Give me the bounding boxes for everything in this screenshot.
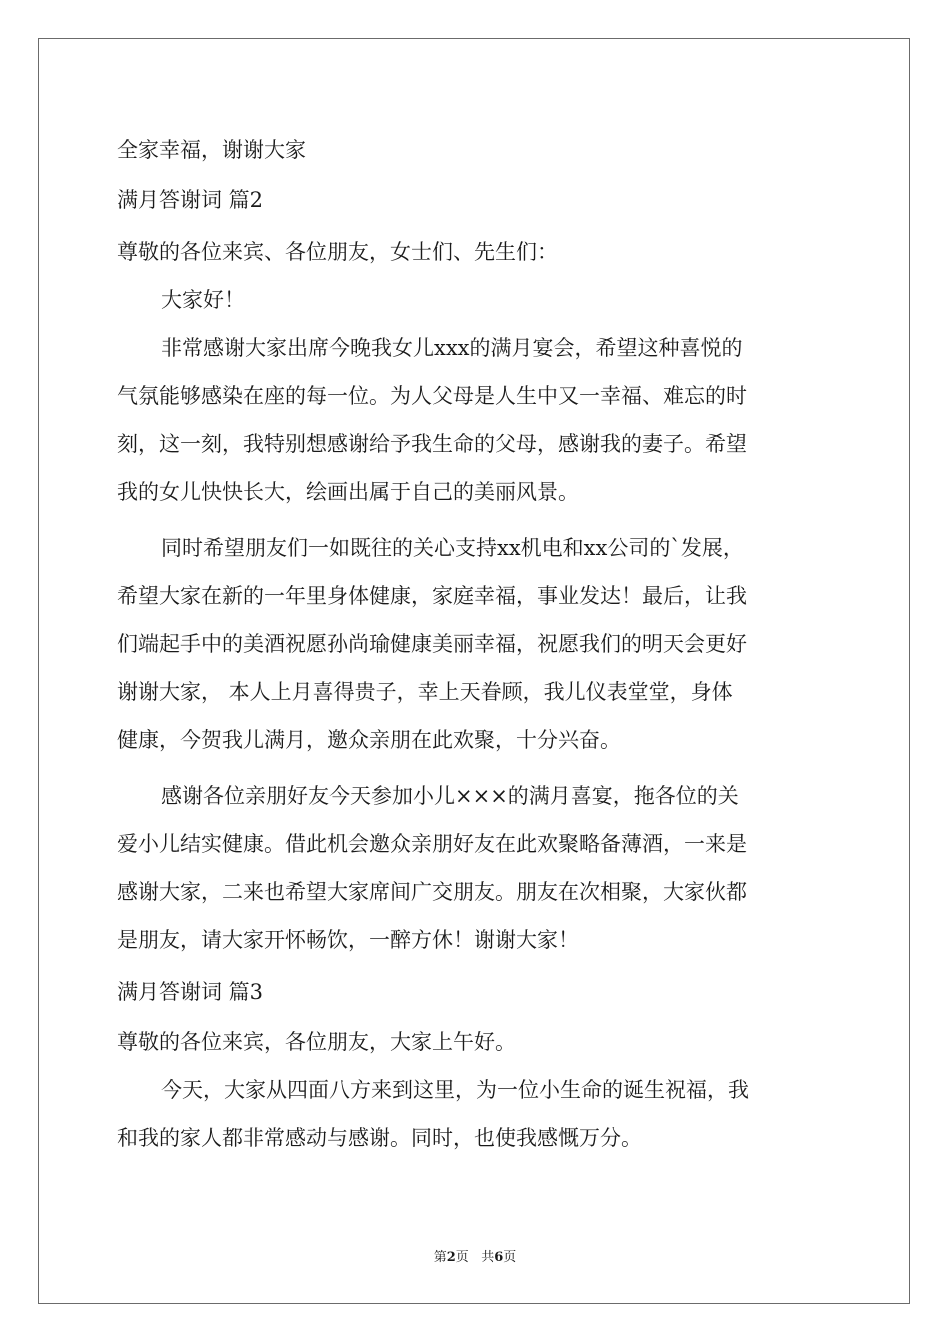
paragraph-line: 谢谢大家， 本人上月喜得贵子，幸上天眷顾，我儿仪表堂堂，身体	[117, 680, 733, 704]
text-line: 全家幸福，谢谢大家	[117, 138, 306, 162]
section-heading: 满月答谢词 篇2	[117, 188, 264, 212]
paragraph-line: 我的女儿快快长大，绘画出属于自己的美丽风景。	[117, 480, 579, 504]
paragraph-line: 非常感谢大家出席今晚我女儿xxx的满月宴会，希望这种喜悦的	[161, 336, 743, 360]
paragraph-line: 是朋友，请大家开怀畅饮，一醉方休！谢谢大家！	[117, 928, 579, 952]
paragraph-line: 希望大家在新的一年里身体健康，家庭幸福，事业发达！最后，让我	[117, 584, 747, 608]
paragraph-line: 们端起手中的美酒祝愿孙尚瑜健康美丽幸福，祝愿我们的明天会更好	[117, 632, 747, 656]
paragraph-line: 刻，这一刻，我特别想感谢给予我生命的父母，感谢我的妻子。希望	[117, 432, 747, 456]
paragraph-line: 健康，今贺我儿满月，邀众亲朋在此欢聚，十分兴奋。	[117, 728, 621, 752]
total-pages: 6	[494, 1250, 504, 1265]
salutation: 尊敬的各位来宾、各位朋友，女士们、先生们：	[117, 240, 558, 264]
page-suffix: 页	[455, 1250, 469, 1265]
paragraph-line: 感谢各位亲朋好友今天参加小儿×××的满月喜宴，拖各位的关	[161, 784, 739, 808]
paragraph-line: 今天，大家从四面八方来到这里，为一位小生命的诞生祝福，我	[161, 1078, 749, 1102]
paragraph-line: 气氛能够感染在座的每一位。为人父母是人生中又一幸福、难忘的时	[117, 384, 747, 408]
total-prefix: 共	[481, 1250, 495, 1265]
page-footer	[0, 1246, 950, 1265]
section-heading: 满月答谢词 篇3	[117, 980, 264, 1004]
greeting: 大家好！	[161, 288, 245, 312]
page-border	[38, 38, 910, 1304]
salutation: 尊敬的各位来宾，各位朋友，大家上午好。	[117, 1030, 516, 1054]
paragraph-line: 感谢大家，二来也希望大家席间广交朋友。朋友在次相聚，大家伙都	[117, 880, 747, 904]
page-number: 2	[446, 1250, 456, 1265]
paragraph-line: 爱小儿结实健康。借此机会邀众亲朋好友在此欢聚略备薄酒，一来是	[117, 832, 747, 856]
paragraph-line: 和我的家人都非常感动与感谢。同时，也使我感慨万分。	[117, 1126, 642, 1150]
paragraph-line: 同时希望朋友们一如既往的关心支持xx机电和xx公司的`发展，	[161, 536, 744, 560]
total-suffix: 页	[503, 1250, 517, 1265]
page-prefix: 第	[433, 1250, 447, 1265]
